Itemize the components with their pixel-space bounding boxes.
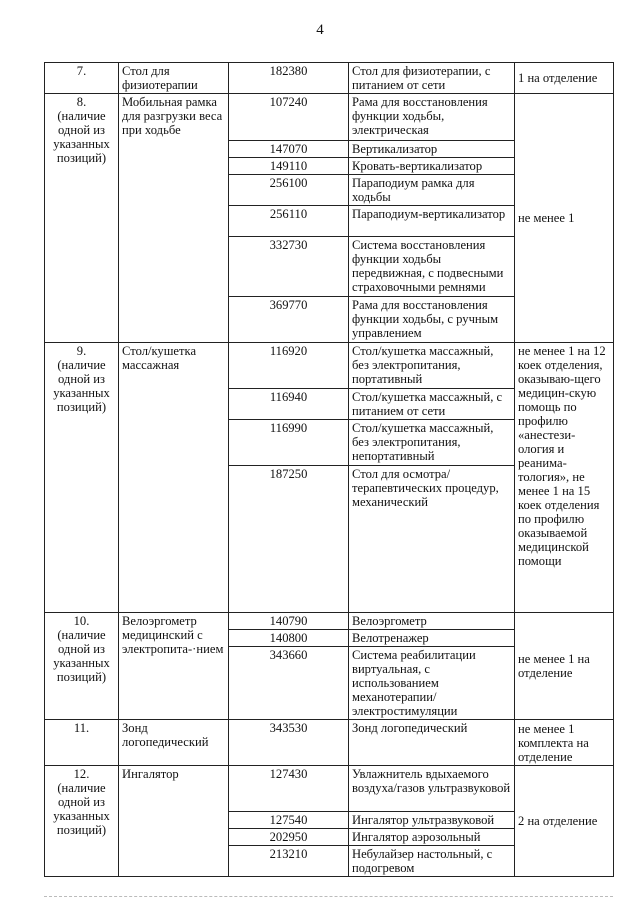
item-code: 140790 xyxy=(229,613,349,630)
table-row xyxy=(45,766,614,812)
item-code: 343530 xyxy=(229,720,349,766)
item-code: 187250 xyxy=(229,466,349,613)
item-code: 369770 xyxy=(229,297,349,343)
item-description: Стол для физиотерапии, с питанием от сети xyxy=(349,63,515,94)
item-code: 256110 xyxy=(229,206,349,237)
row-number: 7. xyxy=(45,63,119,94)
table-row xyxy=(45,63,614,94)
equipment-name: Ингалятор xyxy=(119,766,229,877)
row-number: 8. (наличие одной из указанных позиций) xyxy=(45,94,119,343)
item-description: Стол/кушетка массажный, без электропитания, портативный xyxy=(349,343,515,389)
item-code: 256100 xyxy=(229,175,349,206)
table-row xyxy=(45,613,614,630)
item-description: Ингалятор ультразвуковой xyxy=(349,812,515,829)
required-quantity: не менее 1 на отделение xyxy=(515,613,614,720)
item-description: Стол для осмотра/ терапевтических процедур, механический xyxy=(349,466,515,613)
item-code: 116940 xyxy=(229,389,349,420)
required-quantity: 1 на отделение xyxy=(515,63,614,94)
page-bottom-divider xyxy=(44,896,613,897)
item-description: Зонд логопедический xyxy=(349,720,515,766)
item-description: Вертикализатор xyxy=(349,141,515,158)
item-description: Система реабилитации виртуальная, с использованием механотерапии/ электростимуляции xyxy=(349,647,515,720)
item-description: Стол/кушетка массажный, с питанием от сети xyxy=(349,389,515,420)
equipment-name: Стол для физиотерапии xyxy=(119,63,229,94)
row-number: 10. (наличие одной из указанных позиций) xyxy=(45,613,119,720)
item-code: 149110 xyxy=(229,158,349,175)
item-description: Параподиум рамка для ходьбы xyxy=(349,175,515,206)
equipment-name: Велоэргометр медицинский с электропита-·нием xyxy=(119,613,229,720)
table-row xyxy=(45,343,614,389)
row-number: 12. (наличие одной из указанных позиций) xyxy=(45,766,119,877)
table-row xyxy=(45,94,614,141)
equipment-name: Мобильная рамка для разгрузки веса при ходьбе xyxy=(119,94,229,343)
equipment-table xyxy=(44,62,614,877)
item-code: 332730 xyxy=(229,237,349,297)
item-description: Система восстановления функции ходьбы передвижная, с подвесными страховочными ремнями xyxy=(349,237,515,297)
item-code: 147070 xyxy=(229,141,349,158)
equipment-name: Зонд логопедический xyxy=(119,720,229,766)
table-row xyxy=(45,720,614,766)
item-description: Увлажнитель вдыхаемого воздуха/газов ультразвуковой xyxy=(349,766,515,812)
item-code: 116920 xyxy=(229,343,349,389)
item-description: Рама для восстановления функции ходьбы, с ручным управлением xyxy=(349,297,515,343)
row-number: 9. (наличие одной из указанных позиций) xyxy=(45,343,119,613)
item-code: 116990 xyxy=(229,420,349,466)
item-description: Параподиум-вертикализатор xyxy=(349,206,515,237)
item-code: 182380 xyxy=(229,63,349,94)
item-code: 213210 xyxy=(229,846,349,877)
item-code: 127430 xyxy=(229,766,349,812)
page-number: 4 xyxy=(316,22,324,38)
row-number: 11. xyxy=(45,720,119,766)
required-quantity: не менее 1 комплекта на отделение xyxy=(515,720,614,766)
item-description: Велоэргометр xyxy=(349,613,515,630)
item-description: Стол/кушетка массажный, без электропитания, непортативный xyxy=(349,420,515,466)
item-code: 202950 xyxy=(229,829,349,846)
item-code: 343660 xyxy=(229,647,349,720)
item-description: Кровать-вертикализатор xyxy=(349,158,515,175)
required-quantity: 2 на отделение xyxy=(515,766,614,877)
item-description: Ингалятор аэрозольный xyxy=(349,829,515,846)
item-code: 140800 xyxy=(229,630,349,647)
equipment-name: Стол/кушетка массажная xyxy=(119,343,229,613)
required-quantity: не менее 1 xyxy=(515,94,614,343)
item-description: Небулайзер настольный, с подогревом xyxy=(349,846,515,877)
item-code: 127540 xyxy=(229,812,349,829)
item-description: Велотренажер xyxy=(349,630,515,647)
item-description: Рама для восстановления функции ходьбы, электрическая xyxy=(349,94,515,141)
item-code: 107240 xyxy=(229,94,349,141)
required-quantity: не менее 1 на 12 коек отделения, оказываю-щего медицин-скую помощь по профилю «анестези-ология и реанима-тология», не менее 1 на 15 коек отделения по профилю оказываемой медицинской помощи xyxy=(515,343,614,613)
